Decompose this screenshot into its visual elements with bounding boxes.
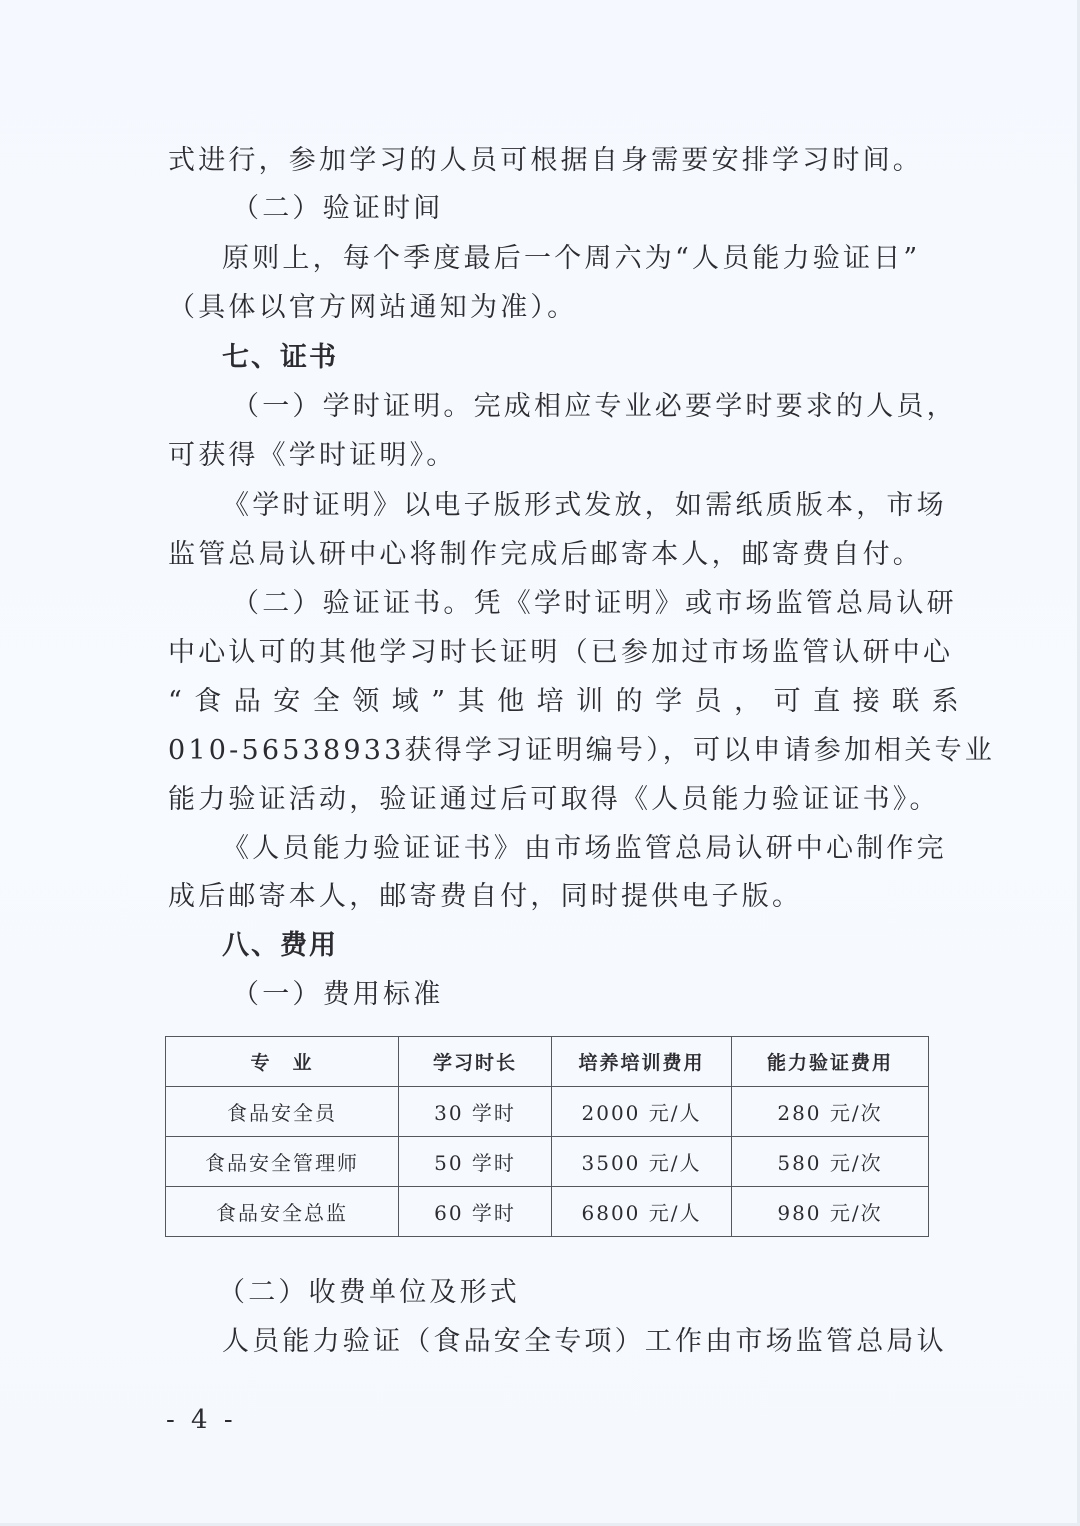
cell-major: 食品安全总监 [166,1187,399,1237]
table-row [166,1087,929,1137]
paragraph-line: 《人员能力验证证书》由市场监管总局认研中心制作完 [222,833,947,864]
paragraph-line: 监管总局认研中心将制作完成后邮寄本人，邮寄费自付。 [168,539,923,570]
paragraph-line: 成后邮寄本人，邮寄费自付，同时提供电子版。 [168,881,803,912]
paragraph-line: “食品安全领域”其他培训的学员，可直接联系 [168,686,972,717]
paragraph-line: 中心认可的其他学习时长证明（已参加过市场监管认研中心 [168,637,954,668]
subheading-verification-time: （二）验证时间 [232,193,444,224]
column-header-study-hours: 学习时长 [399,1037,552,1087]
table-header-row [166,1037,929,1087]
paragraph-line: 能力验证活动，验证通过后可取得《人员能力验证证书》。 [168,784,940,815]
column-header-training-fee: 培养培训费用 [552,1037,732,1087]
paragraph-line: （二）验证证书。凭《学时证明》或市场监管总局认研 [232,588,957,619]
cell-training-fee: 6800 元/人 [552,1187,732,1237]
cell-study-hours: 60 学时 [399,1187,552,1237]
paragraph-line: （具体以官方网站通知为准）。 [168,292,578,323]
table-row [166,1137,929,1187]
cell-major: 食品安全管理师 [166,1137,399,1187]
cell-verification-fee: 980 元/次 [732,1187,929,1237]
cell-training-fee: 2000 元/人 [552,1087,732,1137]
cell-verification-fee: 280 元/次 [732,1087,929,1137]
cell-training-fee: 3500 元/人 [552,1137,732,1187]
paragraph-line: 《学时证明》以电子版形式发放，如需纸质版本，市场 [222,490,947,521]
table-row [166,1187,929,1237]
paragraph-line: 010-56538933获得学习证明编号），可以申请参加相关专业 [168,735,995,766]
subheading-fee-standard: （一）费用标准 [232,979,444,1010]
cell-study-hours: 30 学时 [399,1087,552,1137]
paragraph-line: 原则上，每个季度最后一个周六为“人员能力验证日” [222,243,921,274]
cell-verification-fee: 580 元/次 [732,1137,929,1187]
section-heading-fees: 八、费用 [222,930,338,961]
section-heading-certificates: 七、证书 [222,342,338,373]
paragraph-line: 式进行，参加学习的人员可根据自身需要安排学习时间。 [168,145,923,176]
paragraph-line: 可获得《学时证明》。 [168,440,457,471]
column-header-major: 专 业 [166,1037,399,1087]
cell-major: 食品安全员 [166,1087,399,1137]
subheading-fee-collection: （二）收费单位及形式 [218,1277,520,1308]
paragraph-line: （一）学时证明。完成相应专业必要学时要求的人员， [232,391,957,422]
paragraph-line: 人员能力验证（食品安全专项）工作由市场监管总局认 [222,1326,947,1357]
fee-table [165,1036,929,1237]
page-number: - 4 - [166,1405,237,1435]
column-header-verification-fee: 能力验证费用 [732,1037,929,1087]
cell-study-hours: 50 学时 [399,1137,552,1187]
